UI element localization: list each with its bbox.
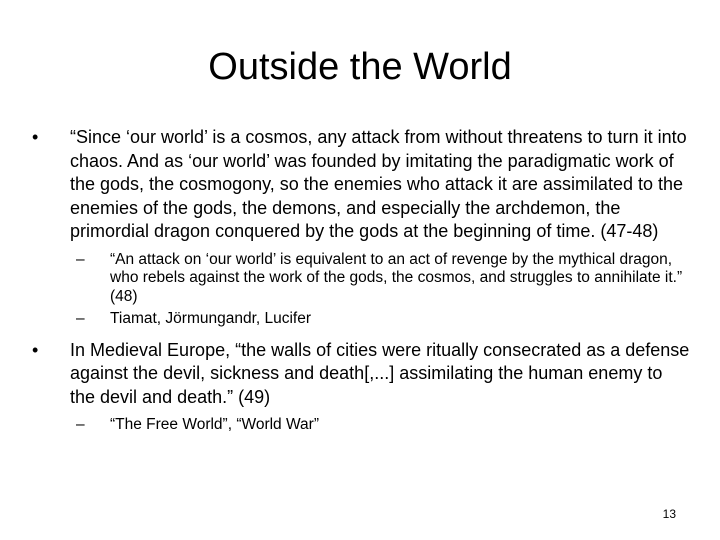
sub-bullet-item xyxy=(32,310,692,329)
sub-bullet-marker: – xyxy=(76,250,85,268)
bullet-marker: • xyxy=(32,127,39,147)
sub-bullet-text: “An attack on ‘our world’ is equivalent to an act of revenge by the mythical dragon, who rebels against the work of the gods, the cosmos, and struggles to annihilate it.” (48) xyxy=(110,250,683,305)
bullet-list xyxy=(32,126,692,435)
bullet-text: In Medieval Europe, “the walls of cities were ritually consecrated as a defense against the devil, sickness and death[,...] assimilating the human enemy to the devil and death.” (49) xyxy=(70,339,690,407)
bullet-item xyxy=(32,126,692,244)
slide-title: Outside the World xyxy=(208,46,512,88)
sub-bullet-text: “The Free World”, “World War” xyxy=(110,416,319,433)
sub-bullet-item xyxy=(32,251,692,307)
bullet-marker: • xyxy=(32,339,39,360)
bullet-text: “Since ‘our world’ is a cosmos, any attack from without threatens to turn it into chaos. And as ‘our world’ was founded by imitating the paradigmatic work of the gods, the cosmogony, so the enemies who attack it are assimilated to the enemies of the gods, the demons, and especially the archdemon, the primordial dragon conquered by the gods at the beginning of time. (47-48) xyxy=(70,127,687,241)
bullet-item xyxy=(32,339,692,410)
sub-bullet-item xyxy=(32,416,692,435)
page-number: 13 xyxy=(662,507,676,521)
sub-bullet-marker: – xyxy=(76,310,85,327)
sub-bullet-text: Tiamat, Jörmungandr, Lucifer xyxy=(110,310,312,327)
sub-bullet-marker: – xyxy=(76,416,85,433)
